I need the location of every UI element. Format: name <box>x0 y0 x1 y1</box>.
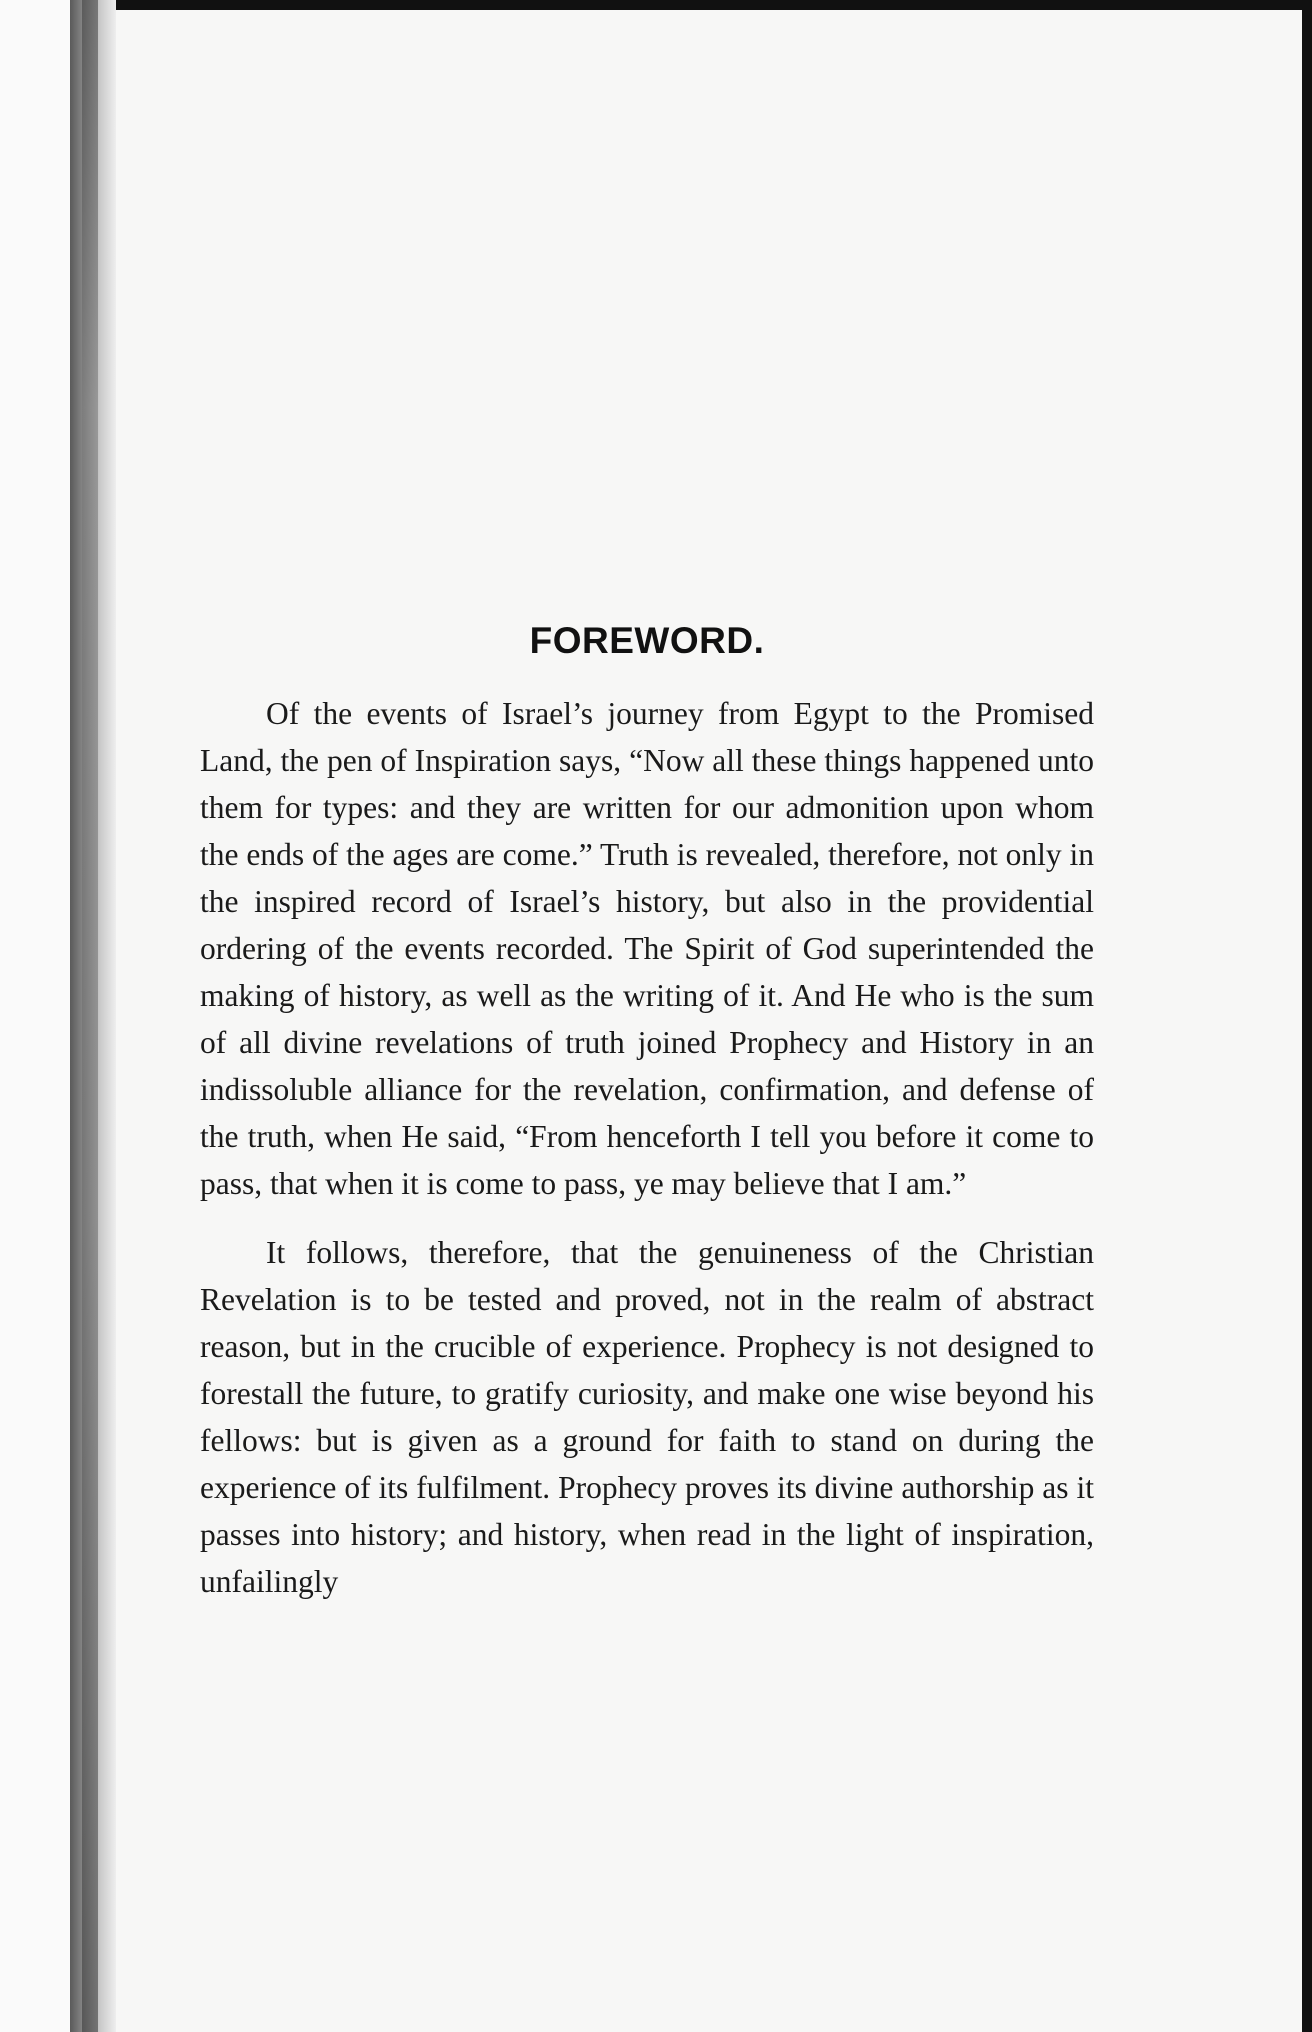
page-content <box>200 620 1094 1627</box>
page-title: FOREWORD. <box>529 620 765 661</box>
scan-right-border <box>1302 0 1312 2032</box>
book-spine-edge <box>82 0 98 2032</box>
paragraph-2: It follows, therefore, that the genuineness of the Christian Revelation is to be tested and proved, not in the realm of abstract reason, but in the crucible of experience. Prophecy is not designed to forestall the future, to gratify curiosity, and make one wise beyond his fellows: but is given as a ground for faith to stand on during the experience of its fulfilment. Prophecy proves its divine authorship as it passes into history; and history, when read in the light of inspiration, unfailingly <box>200 1235 1094 1599</box>
paragraph-1: Of the events of Israel’s journey from Egypt to the Promised Land, the pen of Inspiration says, “Now all these things happened unto them for types: and they are written for our admonition upon whom the ends of the ages are come.” Truth is revealed, therefore, not only in the inspired record of Israel’s history, but also in the providential ordering of the events recorded. The Spirit of God superintended the making of history, as well as the writing of it. And He who is the sum of all divine revelations of truth joined Prophecy and History in an indissoluble alliance for the revelation, confirmation, and defense of the truth, when He said, “From henceforth I tell you before it come to pass, that when it is come to pass, ye may believe that I am.” <box>200 696 1094 1201</box>
scan-top-border <box>0 0 1312 10</box>
left-margin <box>0 0 70 2032</box>
